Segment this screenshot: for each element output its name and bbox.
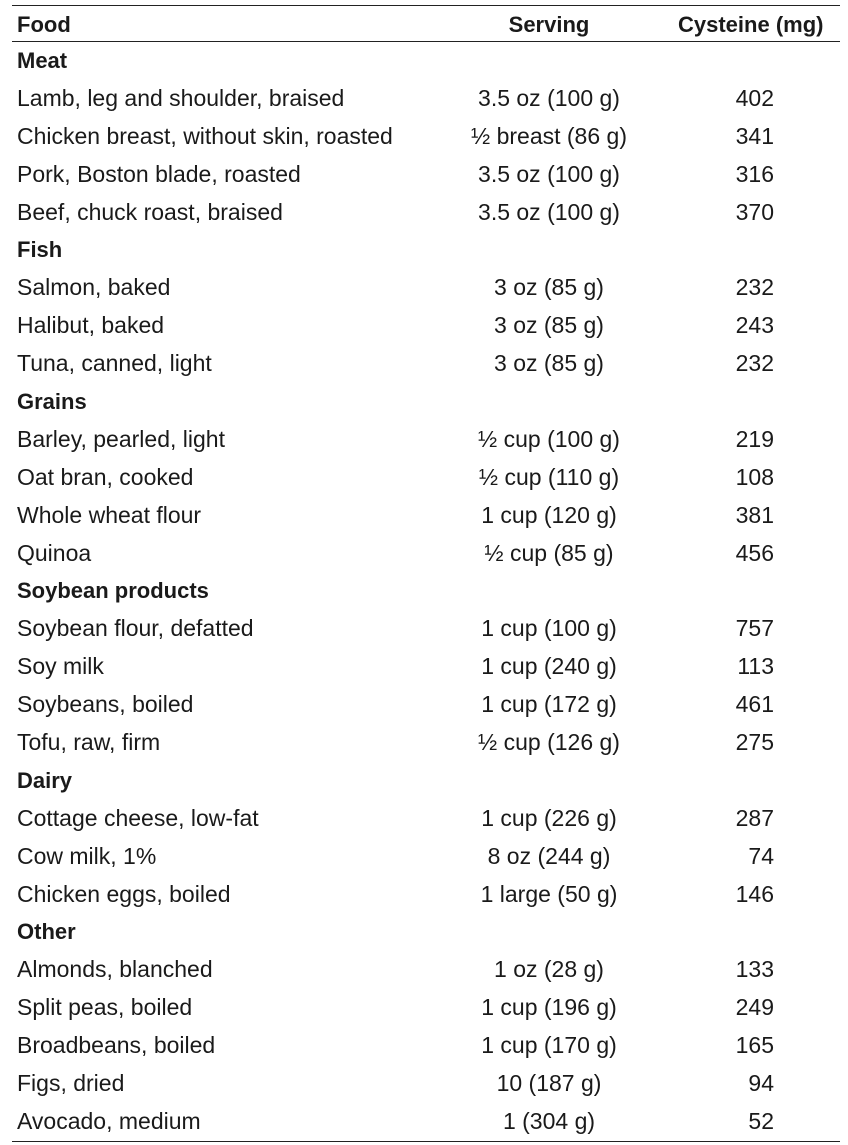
- category-row: [12, 572, 840, 610]
- category-label: Grains: [17, 389, 87, 415]
- food-cell: Barley, pearled, light: [17, 425, 225, 452]
- food-cell: Chicken eggs, boiled: [17, 880, 231, 907]
- cysteine-table: [12, 5, 840, 1142]
- header-serving: Serving: [508, 12, 590, 37]
- serving-cell: 1 large (50 g): [480, 880, 618, 907]
- category-row: [12, 383, 840, 421]
- food-cell: Soybean flour, defatted: [17, 615, 254, 642]
- food-cell: Tofu, raw, firm: [17, 729, 161, 756]
- serving-cell: 1 cup (100 g): [481, 615, 617, 642]
- table-row: [12, 156, 840, 194]
- table-row: [12, 535, 840, 573]
- serving-cell: 1 cup (240 g): [481, 653, 617, 680]
- table-row: [12, 269, 840, 307]
- table-row: [12, 194, 840, 232]
- cysteine-cell: 316: [735, 160, 774, 187]
- food-cell: Soy milk: [17, 653, 104, 680]
- table-row: [12, 989, 840, 1027]
- serving-cell: 1 cup (120 g): [481, 501, 617, 528]
- table-row: [12, 951, 840, 989]
- table-bottom-rule: [12, 1141, 840, 1142]
- serving-cell: 1 cup (226 g): [481, 804, 617, 831]
- food-cell: Avocado, medium: [17, 1107, 201, 1134]
- food-cell: Quinoa: [17, 539, 92, 566]
- header-food: Food: [17, 12, 71, 37]
- food-cell: Whole wheat flour: [17, 501, 202, 528]
- food-cell: Halibut, baked: [17, 312, 165, 339]
- cysteine-cell: 370: [735, 198, 774, 225]
- food-cell: Pork, Boston blade, roasted: [17, 160, 301, 187]
- cysteine-cell: 146: [735, 880, 774, 907]
- food-cell: Oat bran, cooked: [17, 463, 194, 490]
- table-row: [12, 686, 840, 724]
- serving-cell: ½ cup (100 g): [478, 425, 620, 452]
- cysteine-cell: 113: [737, 653, 774, 680]
- food-cell: Soybeans, boiled: [17, 691, 194, 718]
- table-body: [12, 42, 840, 1141]
- food-cell: Chicken breast, without skin, roasted: [17, 122, 393, 149]
- cysteine-cell: 341: [735, 122, 774, 149]
- table-row: [12, 307, 840, 345]
- category-row: [12, 762, 840, 800]
- table-row: [12, 345, 840, 383]
- food-cell: Split peas, boiled: [17, 994, 193, 1021]
- cysteine-cell: 232: [735, 274, 774, 301]
- cysteine-cell: 219: [735, 425, 774, 452]
- serving-cell: 1 cup (170 g): [481, 1032, 617, 1059]
- category-label: Other: [17, 919, 76, 945]
- table-row: [12, 1103, 840, 1141]
- serving-cell: 3 oz (85 g): [494, 274, 604, 301]
- serving-cell: 3.5 oz (100 g): [478, 84, 620, 111]
- cysteine-cell: 165: [735, 1032, 774, 1059]
- food-cell: Tuna, canned, light: [17, 350, 212, 377]
- serving-cell: 1 cup (172 g): [481, 691, 617, 718]
- category-label: Dairy: [17, 767, 73, 793]
- food-cell: Cottage cheese, low-fat: [17, 804, 259, 831]
- cysteine-cell: 287: [735, 804, 774, 831]
- category-label: Fish: [17, 237, 63, 263]
- cysteine-cell: 232: [735, 350, 774, 377]
- serving-cell: 3.5 oz (100 g): [478, 198, 620, 225]
- food-cell: Beef, chuck roast, braised: [17, 198, 283, 225]
- serving-cell: 10 (187 g): [496, 1070, 602, 1097]
- category-label: Soybean products: [17, 578, 209, 604]
- table-row: [12, 800, 840, 838]
- serving-cell: 1 oz (28 g): [494, 956, 604, 983]
- food-cell: Almonds, blanched: [17, 956, 213, 983]
- header-cysteine: Cysteine (mg): [678, 12, 824, 37]
- food-cell: Broadbeans, boiled: [17, 1032, 216, 1059]
- table-row: [12, 459, 840, 497]
- table-row: [12, 497, 840, 535]
- food-cell: Figs, dried: [17, 1070, 125, 1097]
- cysteine-cell: 52: [748, 1107, 774, 1134]
- serving-cell: ½ cup (110 g): [478, 463, 620, 490]
- serving-cell: 8 oz (244 g): [487, 842, 611, 869]
- category-row: [12, 913, 840, 951]
- food-cell: Salmon, baked: [17, 274, 171, 301]
- cysteine-cell: 275: [735, 729, 774, 756]
- serving-cell: ½ cup (126 g): [478, 729, 620, 756]
- cysteine-cell: 402: [735, 84, 774, 111]
- table-row: [12, 421, 840, 459]
- table-row: [12, 80, 840, 118]
- cysteine-cell: 381: [735, 501, 774, 528]
- cysteine-cell: 757: [735, 615, 774, 642]
- cysteine-cell: 249: [735, 994, 774, 1021]
- serving-cell: 3 oz (85 g): [494, 350, 604, 377]
- table-row: [12, 1065, 840, 1103]
- serving-cell: ½ cup (85 g): [484, 539, 614, 566]
- food-cell: Cow milk, 1%: [17, 842, 157, 869]
- cysteine-cell: 74: [748, 842, 774, 869]
- serving-cell: ½ breast (86 g): [471, 122, 627, 149]
- table-row: [12, 118, 840, 156]
- serving-cell: 1 (304 g): [502, 1107, 596, 1134]
- category-row: [12, 42, 840, 80]
- cysteine-cell: 108: [735, 463, 774, 490]
- category-label: Meat: [17, 48, 68, 73]
- serving-cell: 1 cup (196 g): [481, 994, 617, 1021]
- serving-cell: 3 oz (85 g): [494, 312, 604, 339]
- table-row: [12, 1027, 840, 1065]
- cysteine-cell: 456: [735, 539, 774, 566]
- table-header-row: [12, 6, 840, 41]
- category-row: [12, 231, 840, 269]
- cysteine-cell: 133: [735, 956, 774, 983]
- food-cell: Lamb, leg and shoulder, braised: [17, 84, 345, 111]
- serving-cell: 3.5 oz (100 g): [478, 160, 620, 187]
- cysteine-cell: 94: [748, 1070, 774, 1097]
- table-row: [12, 724, 840, 762]
- cysteine-cell: 461: [735, 691, 774, 718]
- cysteine-cell: 243: [735, 312, 774, 339]
- table-row: [12, 648, 840, 686]
- table-row: [12, 838, 840, 876]
- table-row: [12, 876, 840, 914]
- table-row: [12, 610, 840, 648]
